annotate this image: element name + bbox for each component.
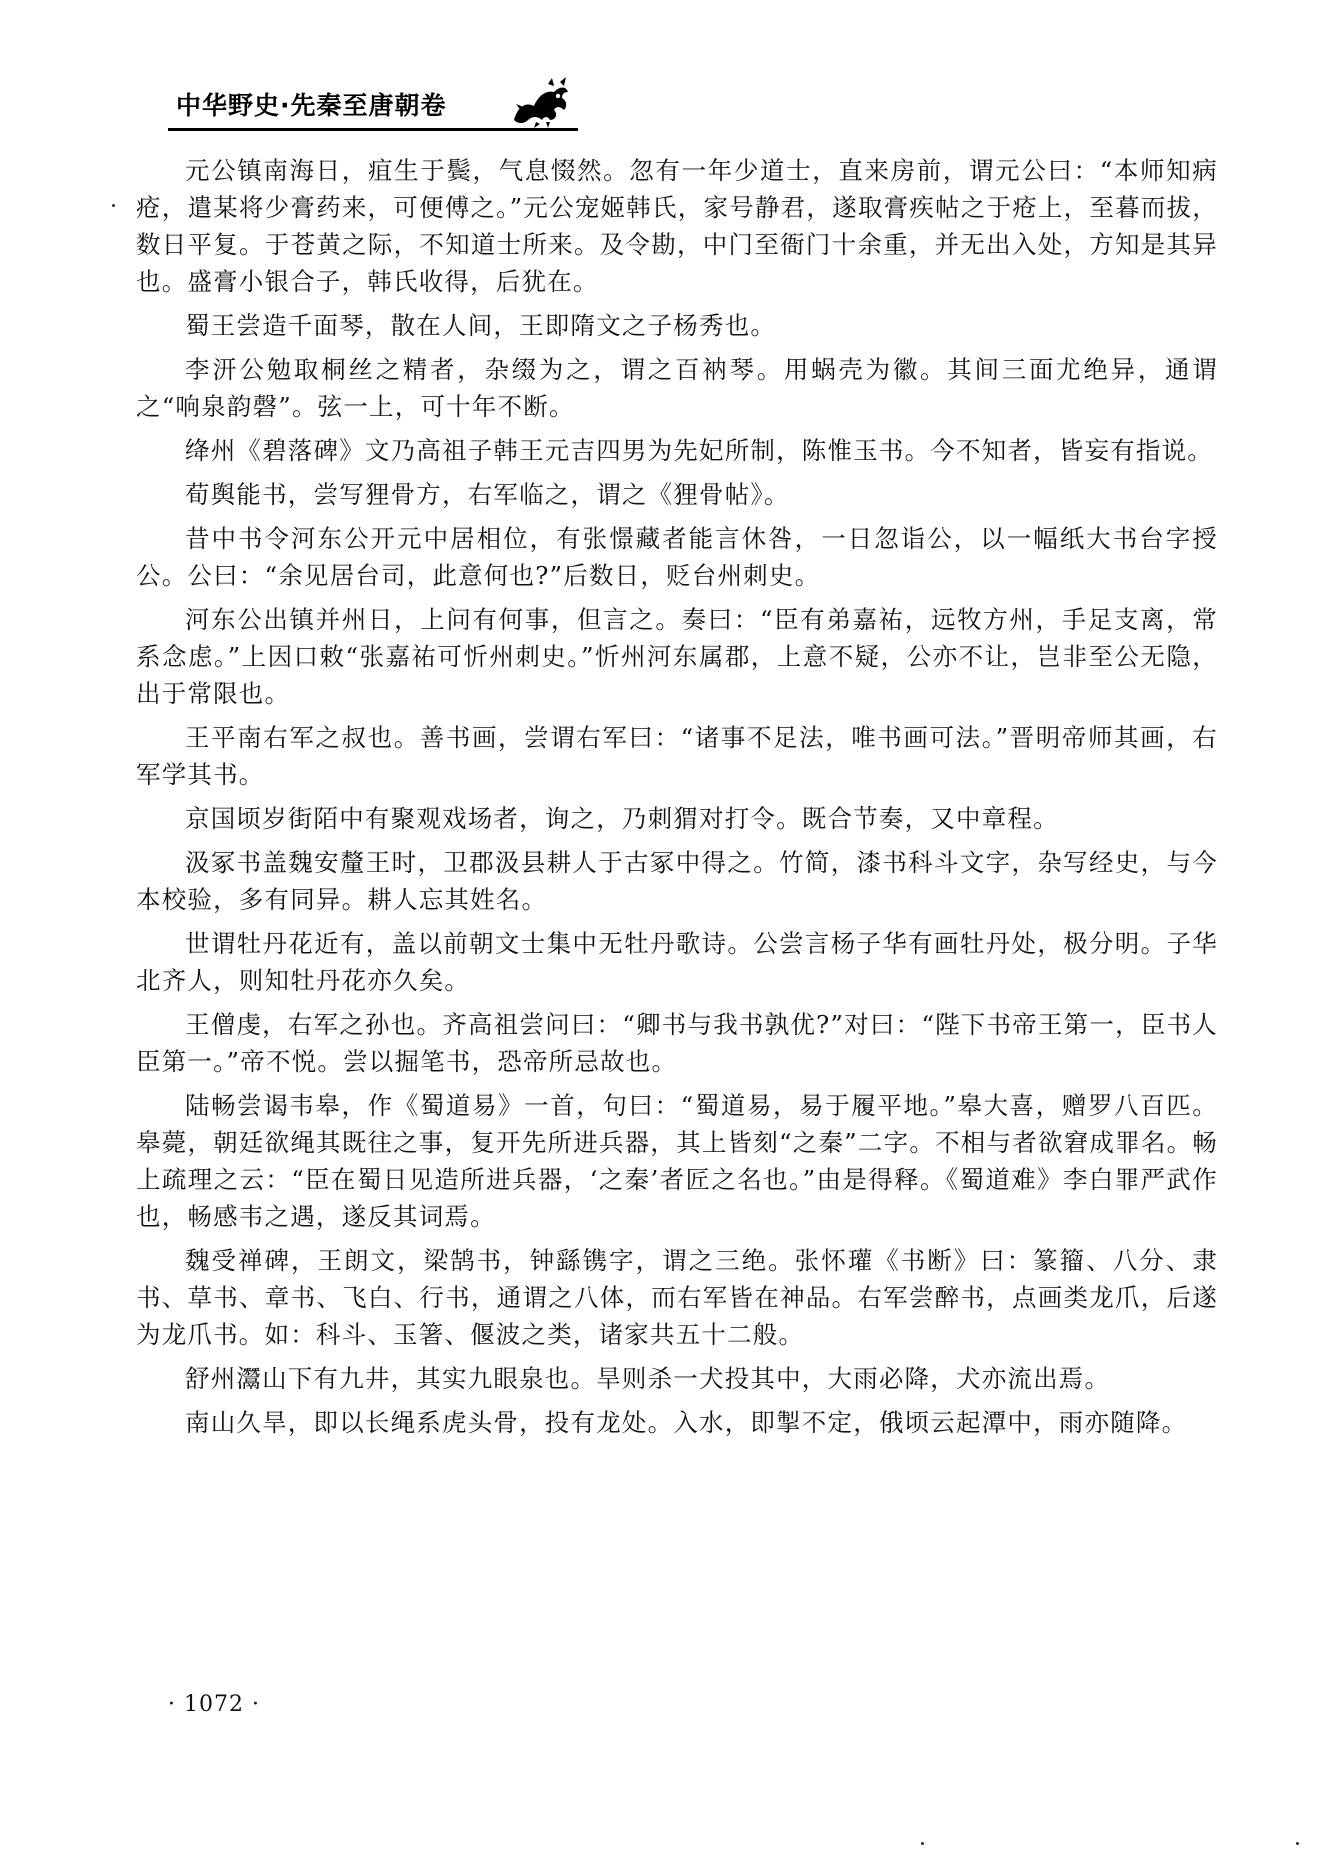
paragraph: 蜀王尝造千面琴，散在人间，王即隋文之子杨秀也。: [185, 311, 777, 340]
body-text: [136, 152, 1218, 1448]
paragraph: 元公镇南海日，疽生于鬓，气息惙然。忽有一年少道士，直来房前，谓元公曰：“本师知病疮，遣某将少膏药来，可便傅之。”元公宠姬韩氏，家号静君，遂取膏疾帖之于疮上，至暮而拔，数日平复。于苍黄之际，不知道士所来。及令勘，中门至衙门十余重，并无出入处，方知是其异也。盛膏小银合子，韩氏收得，后犹在。: [136, 156, 1218, 296]
header-rule: [168, 128, 578, 131]
paragraph: 世谓牡丹花近有，盖以前朝文士集中无牡丹歌诗。公尝言杨子华有画牡丹处，极分明。子华北齐人，则知牡丹花亦久矣。: [136, 929, 1218, 995]
paragraph: 绛州《碧落碑》文乃高祖子韩王元吉四男为先妃所制，陈惟玉书。今不知者，皆妄有指说。: [185, 436, 1213, 465]
book-title: 中华野史·先秦至唐朝卷: [176, 91, 447, 120]
paragraph: 京国顷岁街陌中有聚观戏场者，询之，乃刺猬对打令。既合节奏，又中章程。: [185, 804, 1059, 833]
paragraph: 南山久旱，即以长绳系虎头骨，投有龙处。入水，即掣不定，俄顷云起潭中，雨亦随降。: [185, 1408, 1188, 1437]
scan-speck: [112, 204, 115, 207]
paragraph: 荀舆能书，尝写狸骨方，右军临之，谓之《狸骨帖》。: [185, 480, 790, 509]
dragon-emblem-icon: [508, 76, 572, 128]
scan-speck: [1296, 1842, 1299, 1845]
paragraph: 李汧公勉取桐丝之精者，杂缀为之，谓之百衲琴。用蜗壳为徽。其间三面尤绝异，通谓之“响泉韵磬”。弦一上，可十年不断。: [136, 355, 1218, 421]
paragraph: 河东公出镇并州日，上问有何事，但言之。奏曰：“臣有弟嘉祐，远牧方州，手足支离，常系念虑。”上因口敕“张嘉祐可忻州刺史。”忻州河东属郡，上意不疑，公亦不让，岂非至公无隐，出于常限也。: [136, 605, 1218, 708]
paragraph: 昔中书令河东公开元中居相位，有张憬藏者能言休咎，一日忽诣公，以一幅纸大书台字授公。公曰：“余见居台司，此意何也?”后数日，贬台州刺史。: [136, 524, 1218, 590]
paragraph: 王僧虔，右军之孙也。齐高祖尝问曰：“卿书与我书孰优?”对曰：“陛下书帝王第一，臣书人臣第一。”帝不悦。尝以掘笔书，恐帝所忌故也。: [136, 1010, 1218, 1076]
paragraph: 陆畅尝谒韦皋，作《蜀道易》一首，句曰：“蜀道易，易于履平地。”皋大喜，赠罗八百匹。皋薨，朝廷欲绳其既往之事，复开先所进兵器，其上皆刻“之秦”二字。不相与者欲窘成罪名。畅上疏理之云：“臣在蜀日见造所进兵器，‘之秦’者匠之名也。”由是得释。《蜀道难》李白罪严武作也，畅感韦之遇，遂反其词焉。: [136, 1091, 1218, 1231]
scan-speck: [921, 1842, 924, 1845]
page-number: · 1072 ·: [168, 1692, 260, 1717]
running-header: [168, 72, 578, 136]
paragraph: 王平南右军之叔也。善书画，尝谓右军曰：“诸事不足法，唯书画可法。”晋明帝师其画，右军学其书。: [136, 723, 1218, 789]
paragraph: 舒州灊山下有九井，其实九眼泉也。旱则杀一犬投其中，大雨必降，犬亦流出焉。: [185, 1364, 1111, 1393]
paragraph: 魏受禅碑，王朗文，梁鹄书，钟繇镌字，谓之三绝。张怀瓘《书断》曰：篆籀、八分、隶书、草书、章书、飞白、行书，通谓之八体，而右军皆在神品。右军尝醉书，点画类龙爪，后遂为龙爪书。如：科斗、玉箸、偃波之类，诸家共五十二般。: [136, 1246, 1218, 1349]
paragraph: 汲冢书盖魏安釐王时，卫郡汲县耕人于古冢中得之。竹简，漆书科斗文字，杂写经史，与今本校验，多有同异。耕人忘其姓名。: [136, 848, 1218, 914]
